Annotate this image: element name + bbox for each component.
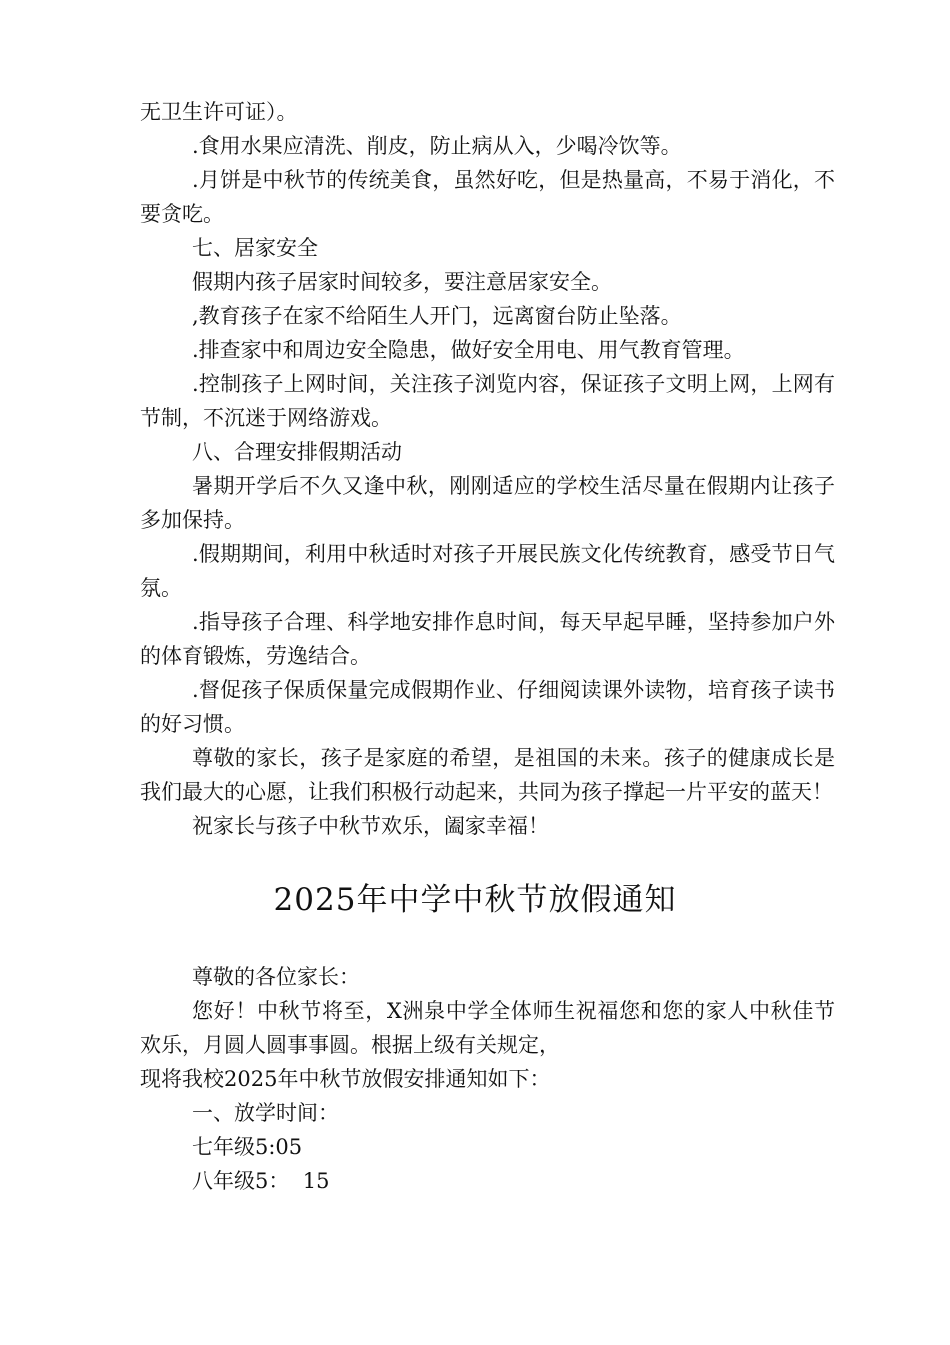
paragraph-hazards: .排查家中和周边安全隐患，做好安全用电、用气教育管理。 [192, 338, 745, 362]
heading-dismissal-time: 一、放学时间： [192, 1101, 339, 1125]
notice-body-part2 [140, 960, 835, 1198]
greeting: 尊敬的各位家长： [192, 965, 360, 989]
document-title: 2025年中学中秋节放假通知 [273, 882, 677, 918]
paragraph-mooncake: .月饼是中秋节的传统美食，虽然好吃，但是热量高，不易于消化，不要贪吃。 [140, 168, 835, 226]
paragraph-schedule: .指导孩子合理、科学地安排作息时间，每天早起早睡，坚持参加户外的体育锻炼，劳逸结合。 [140, 610, 835, 668]
paragraph-keep-routine: 暑期开学后不久又逢中秋，刚刚适应的学校生活尽量在假期内让孩子多加保持。 [140, 474, 835, 532]
heading-home-safety: 七、居家安全 [192, 236, 318, 260]
heading-holiday-activities: 八、合理安排假期活动 [192, 440, 402, 464]
grade8-time: 八年级5： 15 [192, 1169, 330, 1193]
paragraph-strangers: ,教育孩子在家不给陌生人开门，远离窗台防止坠落。 [192, 304, 682, 328]
paragraph-internet: .控制孩子上网时间，关注孩子浏览内容，保证孩子文明上网，上网有节制，不沉迷于网络游戏。 [140, 372, 835, 430]
paragraph-homework: .督促孩子保质保量完成假期作业、仔细阅读课外读物，培育孩子读书的好习惯。 [140, 678, 835, 736]
paragraph-home-safety-intro: 假期内孩子居家时间较多，要注意居家安全。 [192, 270, 612, 294]
paragraph-continued: 无卫生许可证）。 [140, 100, 298, 124]
paragraph-intro-continued: 现将我校2025年中秋节放假安排通知如下： [140, 1067, 551, 1091]
paragraph-closing: 尊敬的家长，孩子是家庭的希望，是祖国的未来。孩子的健康成长是我们最大的心愿，让我们积极行动起来，共同为孩子撑起一片平安的蓝天！ [140, 746, 835, 804]
paragraph-fruit-hygiene: .食用水果应清洗、削皮，防止病从入，少喝冷饮等。 [192, 134, 682, 158]
grade7-time: 七年级5:05 [192, 1135, 303, 1159]
paragraph-intro: 您好！中秋节将至，X洲泉中学全体师生祝福您和您的家人中秋佳节欢乐，月圆人圆事事圆。根据上级有关规定， [140, 999, 835, 1057]
paragraph-culture-education: .假期期间，利用中秋适时对孩子开展民族文化传统教育，感受节日气氛。 [140, 542, 835, 600]
paragraph-wishes: 祝家长与孩子中秋节欢乐，阖家幸福！ [192, 814, 549, 838]
notice-body-part1 [140, 95, 835, 843]
